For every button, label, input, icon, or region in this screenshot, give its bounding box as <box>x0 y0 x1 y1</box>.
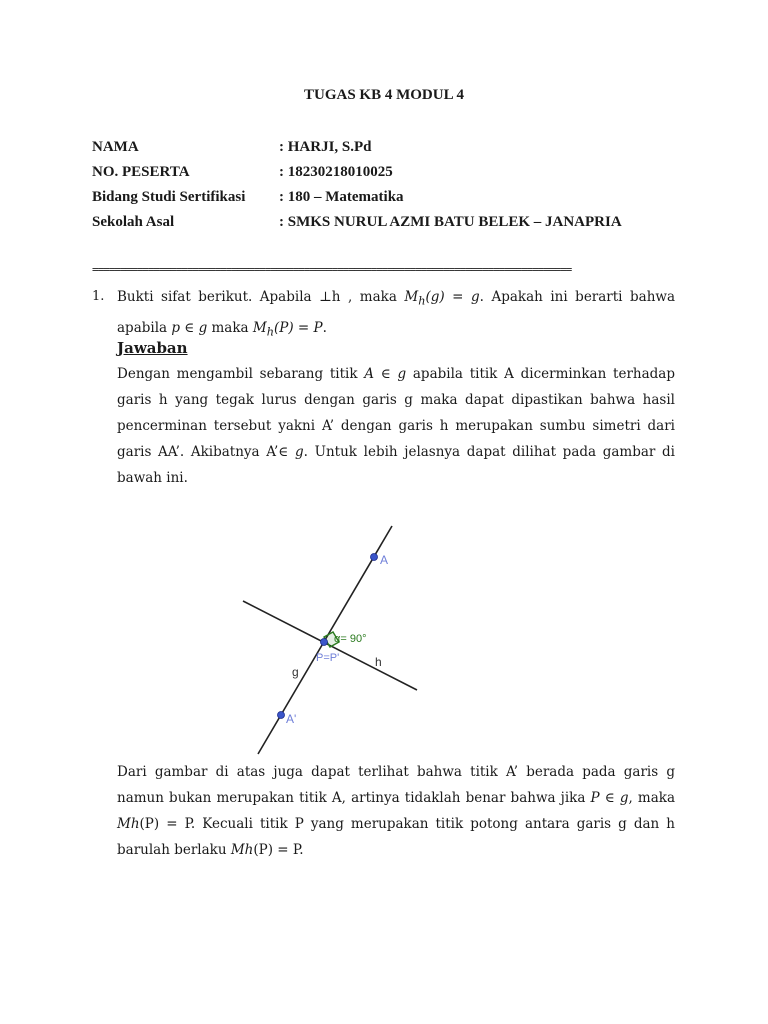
document-title: TUGAS KB 4 MODUL 4 <box>303 87 465 103</box>
identity-row-nama <box>92 139 692 159</box>
math-symbol: M <box>252 319 267 336</box>
text-segment: . Untuk lebih jelasnya dapat dilihat pada gambar di bawah ini. <box>117 444 676 486</box>
identity-label: NAMA <box>92 139 139 155</box>
text-segment: Bukti sifat berikut. Apabila ⊥h , maka <box>117 289 405 305</box>
answer-paragraph-1 <box>117 361 675 491</box>
math-symbol: M <box>404 289 419 305</box>
math-expression: Mh <box>117 816 140 832</box>
answer-paragraph-2 <box>117 759 675 863</box>
text-segment: apabila titik A dicerminkan terhadap garis h yang tegak lurus dengan garis g maka dapat dipastikan bahwa hasil pencerminan tersebut yakni A’ dengan garis h merupakan sumbu simetri dari garis AA’. Akibatnya A’∈ <box>117 366 675 460</box>
identity-label: NO. PESERTA <box>92 164 190 180</box>
math-symbol: (g) = g <box>425 289 480 305</box>
text-segment: Dengan mengambil sebarang titik <box>117 366 365 382</box>
label-a-prime: A' <box>286 712 297 726</box>
section-divider: ====================================================================================== <box>92 263 572 276</box>
text-segment: , maka <box>628 790 675 806</box>
text-segment: Dari gambar di atas juga dapat terlihat bahwa titik A’ berada pada garis g namun bukan merupakan titik A, artinya tidaklah benar bahwa jika <box>117 764 675 806</box>
math-symbol: (P) = P <box>273 319 323 336</box>
identity-row-bidang <box>92 189 692 209</box>
math-expression <box>404 289 480 308</box>
text-segment: (P) = P. <box>253 842 304 858</box>
point-a <box>371 554 378 561</box>
identity-row-sekolah <box>92 214 692 234</box>
label-p: P=P' <box>316 652 340 664</box>
label-a: A <box>380 553 389 567</box>
question-text <box>117 284 675 345</box>
point-a-prime <box>278 712 285 719</box>
identity-value: : HARJI, S.Pd <box>279 139 372 155</box>
label-angle: α= 90° <box>334 633 367 645</box>
identity-value: : 18230218010025 <box>279 164 393 180</box>
text-segment: . Apakah ini berarti bahwa apabila <box>117 289 676 336</box>
math-subscript: h <box>266 325 274 339</box>
identity-label: Bidang Studi Sertifikasi <box>92 189 246 205</box>
text-segment: maka <box>207 319 253 336</box>
math-expression: A ∈ g <box>364 366 407 382</box>
math-expression: P ∈ g <box>590 790 629 806</box>
math-expression <box>252 319 323 339</box>
text-segment: (P) = P. Kecuali titik P yang merupakan titik potong antara garis g dan h barulah berlaku <box>117 816 675 858</box>
identity-value: : SMKS NURUL AZMI BATU BELEK – JANAPRIA <box>279 214 622 230</box>
identity-label: Sekolah Asal <box>92 214 175 230</box>
answer-heading: Jawaban <box>117 339 188 357</box>
math-expression: Mh <box>230 842 254 858</box>
question-number: 1. <box>92 289 105 304</box>
label-h: h <box>375 655 382 669</box>
reflection-figure <box>230 520 430 760</box>
identity-value: : 180 – Matematika <box>279 189 404 205</box>
point-p <box>321 639 328 646</box>
text-segment: . <box>322 319 327 336</box>
math-expression: g <box>294 444 304 460</box>
identity-row-peserta <box>92 164 692 184</box>
math-subscript: h <box>418 294 426 308</box>
math-expression: p ∈ g <box>171 319 208 336</box>
label-g: g <box>292 665 299 679</box>
